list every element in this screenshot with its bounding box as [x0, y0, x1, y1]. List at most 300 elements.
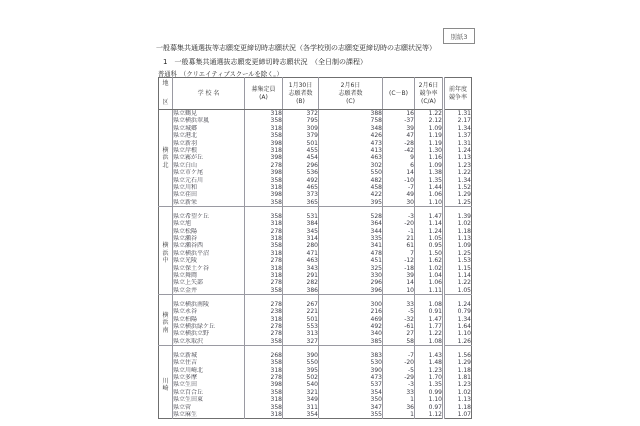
c-value-cell: 528	[319, 213, 383, 220]
school-name-cell: 県立百合丘	[173, 389, 245, 396]
diff-value-cell: 61	[383, 242, 415, 249]
ratio-value-cell: 0.99	[415, 389, 444, 396]
header-line: (C－B)	[389, 89, 408, 97]
table-row	[159, 213, 472, 220]
cap-value-cell: 318	[245, 184, 283, 191]
b-value-cell: 349	[283, 396, 319, 403]
prev-value-cell: 1.02	[444, 389, 472, 396]
cap-value-cell: 318	[245, 367, 283, 374]
table-row	[159, 154, 472, 161]
b-value-cell: 221	[283, 308, 319, 315]
school-name-cell: 県立住吉	[173, 359, 245, 366]
cap-value-cell: 398	[245, 140, 283, 147]
prev-value-cell: 2.17	[444, 117, 472, 124]
table-row	[159, 396, 472, 403]
cap-value-cell: 358	[245, 404, 283, 411]
ratio-value-cell: 0.97	[415, 404, 444, 411]
school-name-cell: 県立川崎北	[173, 367, 245, 374]
school-name-cell: 県立上矢部	[173, 279, 245, 286]
b-value-cell: 455	[283, 147, 319, 154]
table-row	[159, 228, 472, 235]
b-value-cell: 531	[283, 213, 319, 220]
ratio-value-cell: 1.19	[415, 140, 444, 147]
cap-value-cell: 358	[245, 117, 283, 124]
cap-value-cell: 398	[245, 154, 283, 161]
diff-value-cell: 16	[383, 110, 415, 118]
c-value-cell: 388	[319, 110, 383, 118]
prev-value-cell: 1.10	[444, 330, 472, 337]
prev-value-cell: 1.05	[444, 287, 472, 295]
b-value-cell: 501	[283, 140, 319, 147]
diff-value-cell: -3	[383, 213, 415, 220]
school-name-cell: 県立港北	[173, 132, 245, 139]
application-status-table	[158, 77, 472, 419]
diff-value-cell: -12	[383, 257, 415, 264]
ratio-value-cell: 1.44	[415, 184, 444, 191]
b-value-cell: 354	[283, 411, 319, 419]
column-header-prev	[444, 78, 472, 110]
table-row	[159, 265, 472, 272]
ratio-value-cell: 1.38	[415, 169, 444, 176]
prev-value-cell: 1.26	[444, 338, 472, 346]
c-value-cell: 463	[319, 154, 383, 161]
prev-value-cell: 1.31	[444, 110, 472, 118]
prev-value-cell: 1.18	[444, 228, 472, 235]
b-value-cell: 465	[283, 184, 319, 191]
c-value-cell: 537	[319, 381, 383, 388]
diff-value-cell: 14	[383, 169, 415, 176]
table-row	[159, 411, 472, 419]
school-name-cell: 県立元石川	[173, 177, 245, 184]
cap-value-cell: 278	[245, 301, 283, 308]
cap-value-cell: 358	[245, 242, 283, 249]
header-line: 区	[162, 99, 169, 106]
ratio-value-cell: 1.06	[415, 279, 444, 286]
school-name-cell: 県立生田東	[173, 396, 245, 403]
table-row	[159, 140, 472, 147]
prev-value-cell: 1.13	[444, 154, 472, 161]
c-value-cell: 350	[319, 396, 383, 403]
cap-value-cell: 318	[245, 265, 283, 272]
c-value-cell: 473	[319, 140, 383, 147]
c-value-cell: 355	[319, 411, 383, 419]
b-value-cell: 379	[283, 132, 319, 139]
cap-value-cell: 358	[245, 132, 283, 139]
b-value-cell: 501	[283, 316, 319, 323]
prev-value-cell: 1.34	[444, 177, 472, 184]
ratio-value-cell: 1.50	[415, 250, 444, 257]
b-value-cell: 540	[283, 381, 319, 388]
b-value-cell: 282	[283, 279, 319, 286]
diff-value-cell: -7	[383, 352, 415, 359]
cap-value-cell: 358	[245, 177, 283, 184]
cap-value-cell: 318	[245, 125, 283, 132]
table-row	[159, 125, 472, 132]
cap-value-cell: 318	[245, 235, 283, 242]
c-value-cell: 482	[319, 177, 383, 184]
school-name-cell: 県立菅	[173, 404, 245, 411]
cap-value-cell: 318	[245, 396, 283, 403]
c-value-cell: 758	[319, 117, 383, 124]
district-cell-横浜中	[159, 213, 173, 295]
cap-value-cell: 278	[245, 162, 283, 169]
school-name-cell: 県立永谷	[173, 308, 245, 315]
ratio-value-cell: 1.08	[415, 301, 444, 308]
diff-value-cell: 47	[383, 132, 415, 139]
ratio-value-cell: 1.77	[415, 323, 444, 330]
c-value-cell: 364	[319, 220, 383, 227]
school-name-cell: 県立柏陽	[173, 316, 245, 323]
prev-value-cell: 1.24	[444, 147, 472, 154]
cap-value-cell: 358	[245, 213, 283, 220]
prev-value-cell: 1.29	[444, 359, 472, 366]
header-line: (C/A)	[421, 97, 436, 105]
c-value-cell: 335	[319, 235, 383, 242]
school-name-cell: 県立霧が丘	[173, 154, 245, 161]
district-char: 中	[162, 257, 169, 265]
prev-value-cell: 1.18	[444, 404, 472, 411]
prev-value-cell: 1.56	[444, 352, 472, 359]
cap-value-cell: 278	[245, 228, 283, 235]
table-row	[159, 242, 472, 249]
district-cell-横浜南	[159, 301, 173, 346]
cap-value-cell: 318	[245, 316, 283, 323]
table-row	[159, 287, 472, 295]
diff-value-cell: -5	[383, 367, 415, 374]
diff-value-cell: 1	[383, 411, 415, 419]
district-char: 浜	[162, 154, 169, 162]
column-header-district	[159, 78, 173, 110]
prev-value-cell: 1.22	[444, 279, 472, 286]
b-value-cell: 373	[283, 191, 319, 198]
b-value-cell: 296	[283, 162, 319, 169]
school-name-cell: 県立舞岡	[173, 272, 245, 279]
school-name-cell: 県立瀬谷西	[173, 242, 245, 249]
diff-value-cell: -42	[383, 147, 415, 154]
diff-value-cell: 27	[383, 330, 415, 337]
table-row	[159, 374, 472, 381]
cap-value-cell: 278	[245, 330, 283, 337]
prev-value-cell: 1.34	[444, 125, 472, 132]
ratio-value-cell: 1.48	[415, 359, 444, 366]
table-row	[159, 338, 472, 346]
school-name-cell: 県立横浜立野	[173, 330, 245, 337]
table-row	[159, 404, 472, 411]
c-value-cell: 330	[319, 272, 383, 279]
diff-value-cell: 10	[383, 287, 415, 295]
table-row	[159, 235, 472, 242]
prev-value-cell: 1.52	[444, 184, 472, 191]
c-value-cell: 478	[319, 250, 383, 257]
ratio-value-cell: 1.47	[415, 213, 444, 220]
prev-value-cell: 0.79	[444, 308, 472, 315]
c-value-cell: 385	[319, 338, 383, 346]
table-row	[159, 301, 472, 308]
cap-value-cell: 358	[245, 287, 283, 295]
diff-value-cell: 1	[383, 396, 415, 403]
c-value-cell: 426	[319, 132, 383, 139]
b-value-cell: 553	[283, 323, 319, 330]
cap-value-cell: 238	[245, 308, 283, 315]
diff-value-cell: -28	[383, 140, 415, 147]
c-value-cell: 325	[319, 265, 383, 272]
table-row	[159, 147, 472, 154]
ratio-value-cell: 2.12	[415, 117, 444, 124]
table-row	[159, 199, 472, 207]
cap-value-cell: 398	[245, 169, 283, 176]
c-value-cell: 458	[319, 184, 383, 191]
district-char: 崎	[162, 385, 169, 393]
b-value-cell: 343	[283, 265, 319, 272]
prev-value-cell: 1.24	[444, 301, 472, 308]
c-value-cell: 492	[319, 323, 383, 330]
ratio-value-cell: 0.95	[415, 242, 444, 249]
table-row	[159, 169, 472, 176]
district-char: 浜	[162, 319, 169, 327]
prev-value-cell: 1.25	[444, 199, 472, 207]
b-value-cell: 345	[283, 228, 319, 235]
diff-value-cell: 21	[383, 235, 415, 242]
ratio-value-cell: 1.35	[415, 177, 444, 184]
prev-value-cell: 1.64	[444, 323, 472, 330]
c-value-cell: 530	[319, 359, 383, 366]
cap-value-cell: 358	[245, 359, 283, 366]
header-line: 募集定員	[251, 85, 276, 93]
table-row	[159, 352, 472, 359]
b-value-cell: 321	[283, 389, 319, 396]
school-name-cell: 県立氷取沢	[173, 338, 245, 346]
school-name-cell: 県立保土ケ谷	[173, 265, 245, 272]
b-value-cell: 502	[283, 374, 319, 381]
b-value-cell: 314	[283, 235, 319, 242]
prev-value-cell: 1.14	[444, 272, 472, 279]
table-row	[159, 184, 472, 191]
b-value-cell: 536	[283, 169, 319, 176]
school-name-cell: 県立多摩	[173, 374, 245, 381]
b-value-cell: 313	[283, 330, 319, 337]
table-header-row	[159, 78, 472, 110]
school-name-cell: 県立市ケ尾	[173, 169, 245, 176]
prev-value-cell: 1.02	[444, 220, 472, 227]
column-header-b	[283, 78, 319, 110]
table-row	[159, 250, 472, 257]
diff-value-cell: 6	[383, 162, 415, 169]
b-value-cell: 309	[283, 125, 319, 132]
prev-value-cell: 1.81	[444, 374, 472, 381]
c-value-cell: 395	[319, 199, 383, 207]
ratio-value-cell: 1.23	[415, 367, 444, 374]
ratio-value-cell: 1.70	[415, 374, 444, 381]
prev-value-cell: 1.53	[444, 257, 472, 264]
diff-value-cell: 14	[383, 279, 415, 286]
school-name-cell: 県立城郷	[173, 125, 245, 132]
header-line: 競争率	[448, 93, 467, 101]
diff-value-cell: 7	[383, 250, 415, 257]
school-name-cell: 県立金井	[173, 287, 245, 295]
ratio-value-cell: 1.22	[415, 110, 444, 118]
school-name-cell: 県立新城	[173, 352, 245, 359]
c-value-cell: 390	[319, 367, 383, 374]
cap-value-cell: 268	[245, 352, 283, 359]
cap-value-cell: 318	[245, 220, 283, 227]
district-cell-川崎	[159, 352, 173, 419]
b-value-cell: 463	[283, 257, 319, 264]
diff-value-cell: 49	[383, 191, 415, 198]
header-line: (C)	[346, 97, 355, 105]
cap-value-cell: 278	[245, 323, 283, 330]
prev-value-cell: 1.13	[444, 235, 472, 242]
table-row	[159, 308, 472, 315]
diff-value-cell: -5	[383, 308, 415, 315]
ratio-value-cell: 1.16	[415, 154, 444, 161]
diff-value-cell: -29	[383, 374, 415, 381]
course-note: 普通科 （クリエイティブスクールを除く。）	[158, 70, 283, 78]
diff-value-cell: -1	[383, 228, 415, 235]
prev-value-cell: 1.37	[444, 132, 472, 139]
cap-value-cell: 358	[245, 338, 283, 346]
b-value-cell: 795	[283, 117, 319, 124]
prev-value-cell: 1.31	[444, 140, 472, 147]
cap-value-cell: 318	[245, 250, 283, 257]
table-row	[159, 162, 472, 169]
b-value-cell: 454	[283, 154, 319, 161]
header-line: 地	[162, 80, 169, 87]
ratio-value-cell: 1.47	[415, 316, 444, 323]
diff-value-cell: -61	[383, 323, 415, 330]
prev-value-cell: 1.22	[444, 169, 472, 176]
attachment-label: 別紙3	[450, 32, 468, 41]
c-value-cell: 344	[319, 228, 383, 235]
header-line: 競争率	[419, 89, 438, 97]
column-header-c	[319, 78, 383, 110]
diff-value-cell: -37	[383, 117, 415, 124]
table-row	[159, 316, 472, 323]
district-char: 横	[162, 242, 169, 250]
cap-value-cell: 278	[245, 257, 283, 264]
cap-value-cell: 398	[245, 381, 283, 388]
school-name-cell: 県立横浜翠嵐	[173, 117, 245, 124]
c-value-cell: 383	[319, 352, 383, 359]
b-value-cell: 384	[283, 220, 319, 227]
diff-value-cell: -20	[383, 220, 415, 227]
c-value-cell: 341	[319, 242, 383, 249]
ratio-value-cell: 1.05	[415, 235, 444, 242]
cap-value-cell: 318	[245, 110, 283, 118]
school-name-cell: 県立瀬谷	[173, 235, 245, 242]
ratio-value-cell: 1.09	[415, 125, 444, 132]
table-row	[159, 279, 472, 286]
prev-value-cell: 1.34	[444, 316, 472, 323]
cap-value-cell: 318	[245, 411, 283, 419]
district-char: 浜	[162, 249, 169, 257]
diff-value-cell: -10	[383, 177, 415, 184]
table-row	[159, 359, 472, 366]
c-value-cell: 550	[319, 169, 383, 176]
diff-value-cell: -7	[383, 184, 415, 191]
school-name-cell: 県立光陵	[173, 257, 245, 264]
c-value-cell: 354	[319, 389, 383, 396]
table-row	[159, 132, 472, 139]
diff-value-cell: 9	[383, 154, 415, 161]
cap-value-cell: 358	[245, 389, 283, 396]
c-value-cell: 469	[319, 316, 383, 323]
ratio-value-cell: 1.11	[415, 287, 444, 295]
diff-value-cell: 39	[383, 125, 415, 132]
column-header-diff	[383, 78, 415, 110]
school-name-cell: 県立横浜平沼	[173, 250, 245, 257]
ratio-value-cell: 1.04	[415, 272, 444, 279]
header-line: 2月6日	[418, 81, 439, 89]
school-name-cell: 県立生田	[173, 381, 245, 388]
header-line: (A)	[259, 93, 268, 101]
b-value-cell: 365	[283, 199, 319, 207]
ratio-value-cell: 1.10	[415, 199, 444, 207]
table-row	[159, 272, 472, 279]
prev-value-cell: 1.09	[444, 242, 472, 249]
section-heading: 1 一般募集共通選抜志願変更締切時志願状況 （全日制の課程）	[163, 58, 367, 66]
table-row	[159, 191, 472, 198]
header-line: (B)	[296, 97, 305, 105]
table-row	[159, 177, 472, 184]
prev-value-cell: 1.23	[444, 162, 472, 169]
school-name-cell: 県立旭	[173, 220, 245, 227]
school-name-cell: 県立松陽	[173, 228, 245, 235]
district-char: 川	[162, 377, 169, 385]
page-title: 一般募集共通選抜等志願変更締切時志願状況（各学校別の志願変更締切時の志願状況等）	[156, 44, 436, 52]
column-header-ratio	[415, 78, 444, 110]
ratio-value-cell: 1.06	[415, 191, 444, 198]
cap-value-cell: 318	[245, 147, 283, 154]
c-value-cell: 300	[319, 301, 383, 308]
diff-value-cell: 58	[383, 338, 415, 346]
header-line: 2月6日	[340, 81, 361, 89]
header-line: 志願者数	[338, 89, 363, 97]
cap-value-cell: 318	[245, 272, 283, 279]
ratio-value-cell: 1.24	[415, 228, 444, 235]
prev-value-cell: 1.13	[444, 396, 472, 403]
b-value-cell: 311	[283, 404, 319, 411]
district-cell-横浜北	[159, 110, 173, 207]
prev-value-cell: 1.15	[444, 265, 472, 272]
school-name-cell: 県立横浜南陵	[173, 301, 245, 308]
school-name-cell: 県立希望ケ丘	[173, 213, 245, 220]
school-name-cell: 県立鶴見	[173, 110, 245, 118]
c-value-cell: 302	[319, 162, 383, 169]
table-row	[159, 367, 472, 374]
b-value-cell: 492	[283, 177, 319, 184]
ratio-value-cell: 1.43	[415, 352, 444, 359]
table-row	[159, 323, 472, 330]
school-name-cell: 県立新羽	[173, 140, 245, 147]
header-line: 前年度	[448, 85, 467, 93]
b-value-cell: 386	[283, 287, 319, 295]
ratio-value-cell: 1.10	[415, 396, 444, 403]
school-name-cell: 県立麻生	[173, 411, 245, 419]
diff-value-cell: 36	[383, 404, 415, 411]
prev-value-cell: 1.29	[444, 191, 472, 198]
header-line: 志願者数	[288, 89, 313, 97]
c-value-cell: 413	[319, 147, 383, 154]
b-value-cell: 372	[283, 110, 319, 118]
table-row	[159, 220, 472, 227]
table-row	[159, 389, 472, 396]
table-row	[159, 117, 472, 124]
school-name-cell: 県立白山	[173, 162, 245, 169]
ratio-value-cell: 1.02	[415, 265, 444, 272]
c-value-cell: 216	[319, 308, 383, 315]
cap-value-cell: 358	[245, 199, 283, 207]
ratio-value-cell: 1.14	[415, 220, 444, 227]
